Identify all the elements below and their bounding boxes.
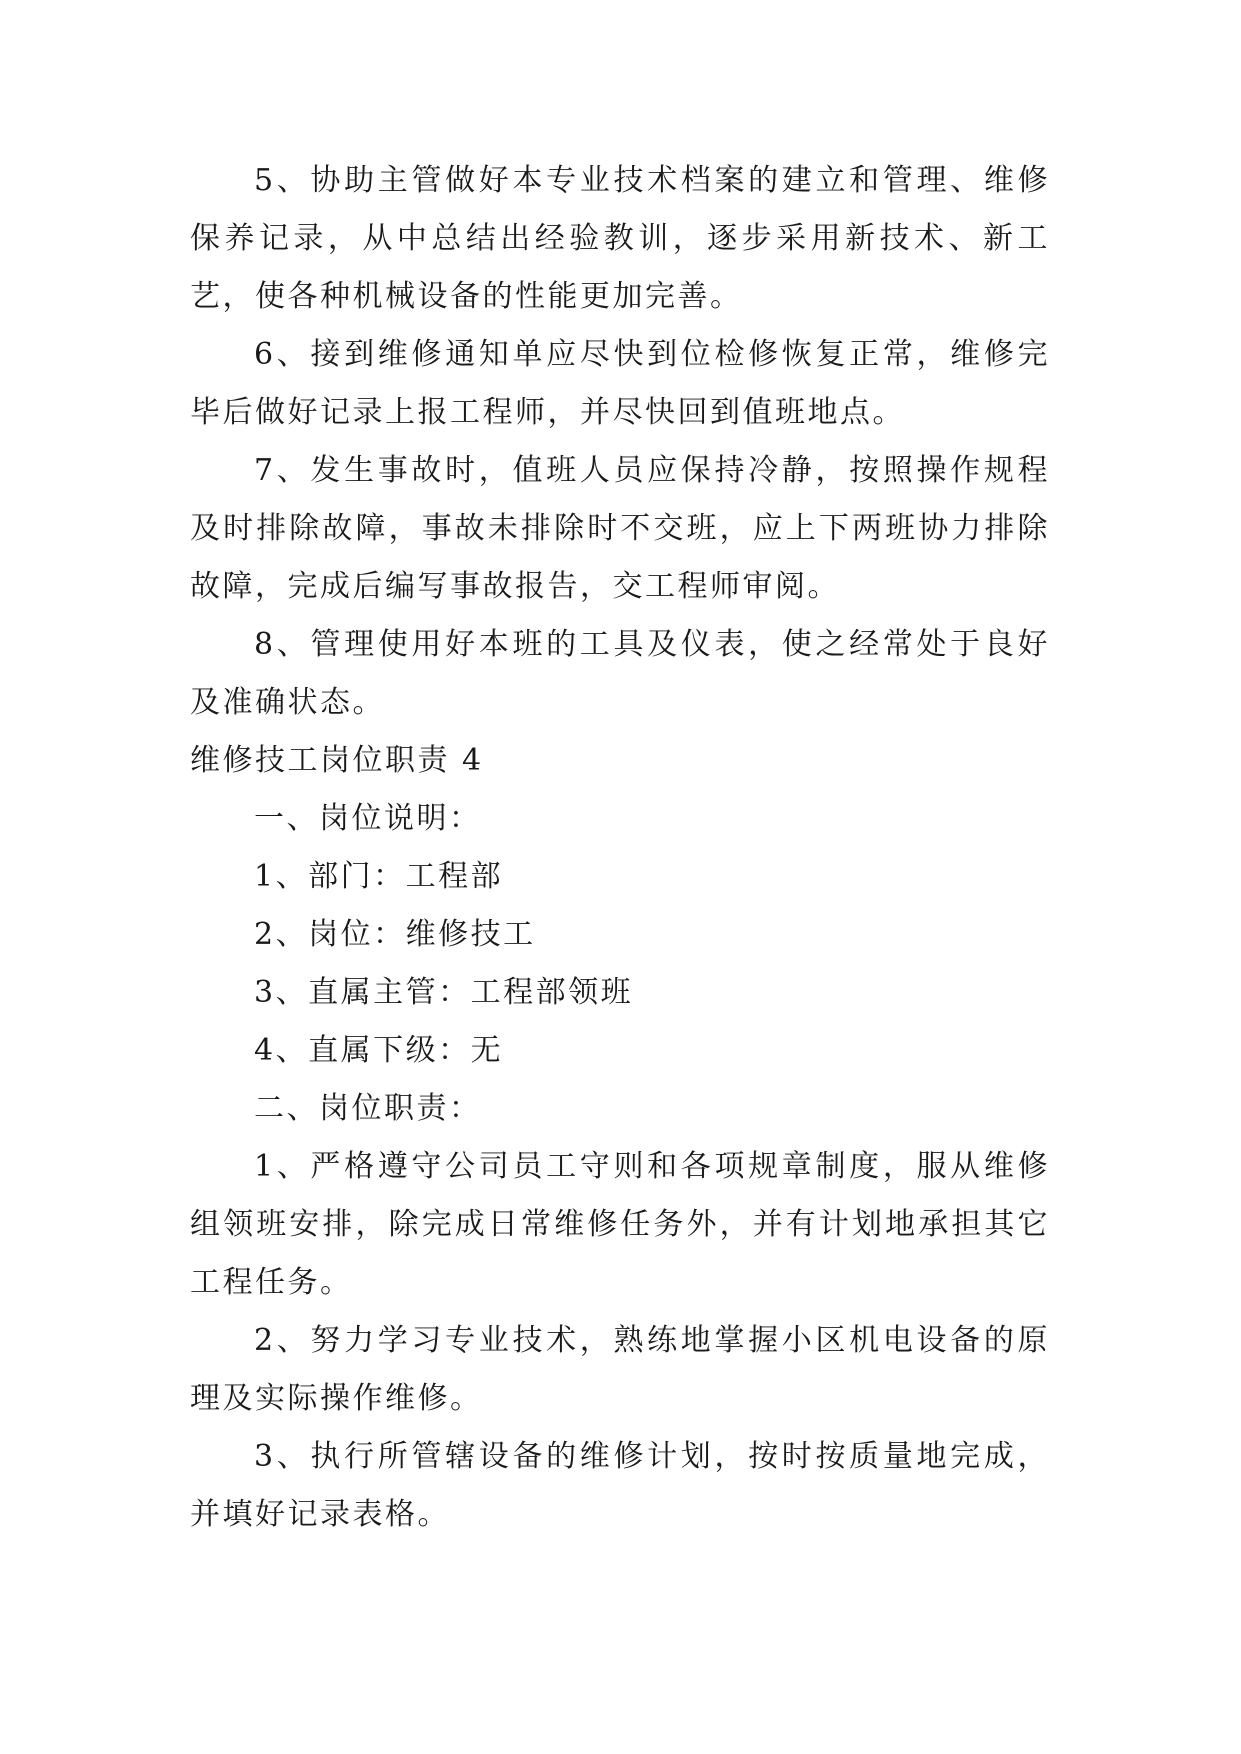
subheading-position-duties: 二、岗位职责：: [254, 1091, 482, 1126]
subheading-position-description: 一、岗位说明：: [254, 801, 482, 836]
paragraph-duty-3: 3、执行所管辖设备的维修计划，按时按质量地完成，并填好记录表格。: [190, 1439, 1050, 1532]
section-title: 维修技工岗位职责 4: [190, 743, 484, 778]
item-supervisor: 3、直属主管：工程部领班: [254, 975, 634, 1010]
paragraph-duty-2: 2、努力学习专业技术，熟练地掌握小区机电设备的原理及实际操作维修。: [190, 1323, 1050, 1416]
item-position: 2、岗位：维修技工: [254, 917, 536, 952]
paragraph-duty-1: 1、严格遵守公司员工守则和各项规章制度，服从维修组领班安排，除完成日常维修任务外，并有计划地承担其它工程任务。: [190, 1149, 1050, 1300]
item-department: 1、部门：工程部: [254, 859, 504, 894]
paragraph-duty-7: 7、发生事故时，值班人员应保持冷静，按照操作规程及时排除故障，事故未排除时不交班，应上下两班协力排除故障，完成后编写事故报告，交工程师审阅。: [190, 453, 1050, 604]
paragraph-duty-5: 5、协助主管做好本专业技术档案的建立和管理、维修保养记录，从中总结出经验教训，逐步采用新技术、新工艺，使各种机械设备的性能更加完善。: [190, 163, 1050, 314]
document-body: [190, 152, 1050, 1544]
item-subordinate: 4、直属下级：无: [254, 1033, 504, 1068]
paragraph-duty-6: 6、接到维修通知单应尽快到位检修恢复正常，维修完毕后做好记录上报工程师，并尽快回到值班地点。: [190, 337, 1050, 430]
paragraph-duty-8: 8、管理使用好本班的工具及仪表，使之经常处于良好及准确状态。: [190, 627, 1050, 720]
